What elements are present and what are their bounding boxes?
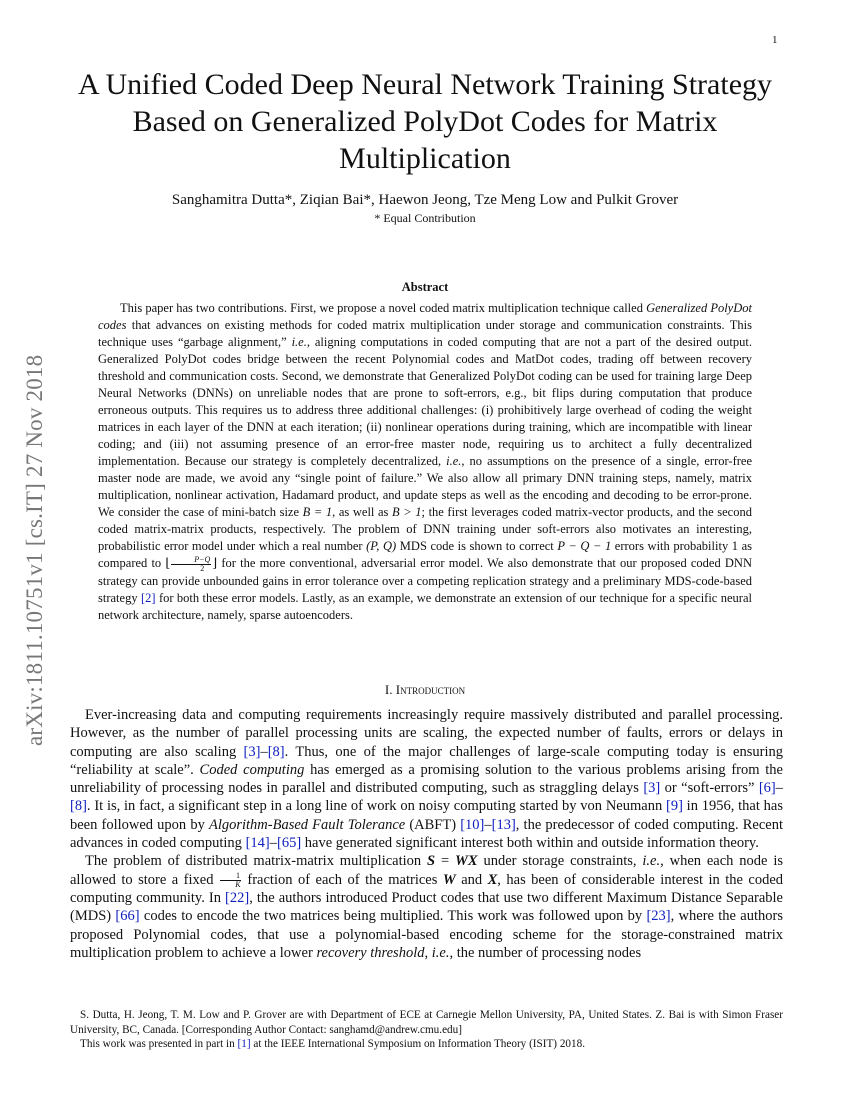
abstract-math: P − Q − 1 <box>557 539 612 553</box>
citation-link[interactable]: [6] <box>758 780 776 797</box>
citation-link[interactable]: [23] <box>646 908 671 925</box>
abstract-text: that advances on existing methods for coded matrix multiplication under storage and communication constraints. This technique uses “garbage alignment,” <box>98 318 752 349</box>
text: in 1956, that has been followed upon by <box>70 798 783 833</box>
text: under storage constraints, <box>477 853 643 870</box>
equal-contribution-note: * Equal Contribution <box>374 211 476 225</box>
abstract-text: for the more conventional, adversarial error model. We also demonstrate that our proposed coded DNN strategy can provide unbounded gains in error tolerance over a competing replication strategy and a preliminary MDS-code-based strategy <box>98 556 752 605</box>
citation-link[interactable]: [14] <box>245 835 270 852</box>
footnote-presentation <box>70 1037 783 1052</box>
fraction-denominator: 2 <box>200 563 205 573</box>
fraction <box>220 872 241 889</box>
text: – <box>484 816 492 833</box>
citation-link[interactable]: [9] <box>665 798 683 815</box>
citation-link[interactable]: [65] <box>276 835 302 852</box>
fraction-numerator: P−Q <box>171 556 211 565</box>
section-name: Introduction <box>395 682 466 697</box>
abstract-math: B = 1 <box>302 505 333 519</box>
citation-link[interactable]: [2] <box>140 590 156 605</box>
abstract-text: for both these error models. Lastly, as an example, we demonstrate an extension of our technique for a specific neural network architecture, namely, sparse autoencoders. <box>98 590 752 622</box>
paper-title: A Unified Coded Deep Neural Network Training Strategy Based on Generalized PolyDot Codes for Matrix Multiplication <box>77 68 773 175</box>
abstract-math: B > 1 <box>391 505 422 519</box>
floor-fraction <box>171 556 211 573</box>
text: , <box>424 944 432 961</box>
math-symbol: W <box>442 871 456 888</box>
emph: Coded computing <box>199 761 305 778</box>
fraction-numerator: 1 <box>220 872 241 881</box>
math-symbol: X <box>487 871 498 888</box>
citation-link[interactable]: [13] <box>491 816 516 833</box>
text: , where the authors proposed Polynomial codes, that use a polynomial-based encoding scheme for the storage-constrained matrix multiplication problem to achieve a lower <box>70 908 783 961</box>
floor-close: ⌋ <box>212 556 218 570</box>
text: have generated significant interest both within and outside information theory. <box>301 835 759 852</box>
body-text <box>70 706 783 962</box>
emph: i.e. <box>431 944 450 961</box>
abstract-text: ; the first leverages coded matrix-vector products, and the second coded matrix-matrix products, respectively. The problem of DNN training under soft-errors also motivates an interesting, probabilistic error model under which a real number <box>98 505 752 553</box>
citation-link[interactable]: [1] <box>237 1038 251 1050</box>
page-number: 1 <box>772 34 778 46</box>
footnotes <box>70 1008 783 1052</box>
emph: recovery threshold <box>316 944 425 961</box>
abstract-text: , as well as <box>332 505 392 519</box>
abstract-emph: i.e. <box>446 454 462 468</box>
abstract-emph: Generalized PolyDot codes <box>98 301 752 332</box>
text: , the predecessor of coded computing. Recent advances in coded computing <box>70 816 783 852</box>
citation-link[interactable]: [3] <box>643 780 661 797</box>
text: . It is, in fact, a significant step in a long line of work on noisy computing started by von Neumann <box>86 798 666 815</box>
emph: i.e. <box>642 853 661 870</box>
abstract-text: , no assumptions on the presence of a single, error-free master node are made, we avoid any “single point of failure.” We also allow all primary DNN training steps, namely, matrix multiplication, nonlinear activation, Hadamard product, and update steps as well as the encoding and decoding to be error-prone. We consider the case of mini-batch size <box>98 454 752 519</box>
abstract-emph: i.e. <box>291 335 307 349</box>
text: – <box>269 835 277 852</box>
text: (ABFT) <box>405 816 461 833</box>
citation-link[interactable]: [3] <box>243 743 261 760</box>
text: This work was presented in part in <box>80 1038 238 1050</box>
text: . Thus, one of the major challenges of large-scale computing today is ensuring “reliability at scale”. <box>70 743 783 778</box>
abstract-text: , aligning computations in coded computing that are not a part of the desired output. Generalized PolyDot codes bridge between the recent Polynomial codes and MatDot codes, trading off between recovery threshold and communication costs. Second, we demonstrate that Generalized PolyDot coding can be used for training large Deep Neural Networks (DNNs) on unreliable nodes that are prone to soft-errors, e.g., bit flips during computation that produce erroneous outputs. This requires us to address three additional challenges: (i) prohibitively large overhead of coding the weight matrices in each layer of the DNN at each iteration; (ii) nonlinear operations during training, which are incompatible with linear coding; and (iii) not assuming presence of an error-free master node, requiring us to architect a fully decentralized implementation. Because our strategy is completely decentralized, <box>98 335 752 468</box>
text: codes to encode the two matrices being multiplied. This work was followed upon by <box>139 908 647 925</box>
emph: Algorithm-Based Fault Tolerance <box>208 816 406 833</box>
abstract-math: (P, Q) <box>366 539 397 553</box>
citation-link[interactable]: [10] <box>460 816 485 833</box>
section-number: I. <box>384 682 396 697</box>
citation-link[interactable]: [8] <box>70 798 87 815</box>
abstract-body <box>98 300 752 624</box>
abstract-text: This paper has two contributions. First, we propose a novel coded matrix multiplication technique called <box>120 301 647 315</box>
abstract-text: MDS code is shown to correct <box>396 539 558 553</box>
section-heading <box>60 682 790 698</box>
math-operator: = <box>435 853 456 870</box>
abstract-text: errors with probability 1 as compared to <box>98 539 753 570</box>
citation-link[interactable]: [22] <box>225 889 250 906</box>
citation-link[interactable]: [66] <box>115 908 140 925</box>
text: , has been of considerable interest in the coded computing community. In <box>70 871 784 906</box>
text: and <box>455 871 488 888</box>
text: , when each node is allowed to store a fixed <box>70 853 784 888</box>
text: , the authors introduced Product codes that use two different Maximum Distance Separable (MDS) <box>70 889 783 925</box>
text: , the number of processing nodes <box>449 944 642 961</box>
text: at the IEEE International Symposium on Information Theory (ISIT) 2018. <box>250 1038 585 1050</box>
text: has emerged as a promising solution to the various problems arising from the unreliability of processing nodes in parallel and distributed computing, such as straggling delays <box>70 761 783 797</box>
citation-link[interactable]: [8] <box>267 743 285 760</box>
paragraph-1 <box>70 706 783 852</box>
text: The problem of distributed matrix-matrix multiplication <box>85 853 428 870</box>
fraction-denominator: K <box>235 879 241 889</box>
paragraph-2 <box>70 852 783 962</box>
arxiv-identifier: arXiv:1811.10751v1 [cs.IT] 27 Nov 2018 <box>22 354 47 746</box>
math-symbol: WX <box>455 853 478 870</box>
abstract-heading: Abstract <box>401 280 449 294</box>
text: – <box>260 743 268 760</box>
text: – <box>775 780 784 797</box>
author-list: Sanghamitra Dutta*, Ziqian Bai*, Haewon Jeong, Tze Meng Low and Pulkit Grover <box>171 192 679 208</box>
text: Ever-increasing data and computing requirements increasingly require massively distributed and parallel processing. However, as the number of parallel processing units are scaling, the expected number of faults, errors or delays in computing are also scaling <box>70 707 783 760</box>
footnote-affiliation: S. Dutta, H. Jeong, T. M. Low and P. Grover are with Department of ECE at Carnegie Mellon University, PA, United States. Z. Bai is with Simon Fraser University, BC, Canada. [Corresponding Author Contact: sanghamd@andrew.cmu.edu] <box>70 1009 783 1036</box>
text: fraction of each of the matrices <box>241 871 443 888</box>
math-symbol: S <box>427 853 436 870</box>
floor-open: ⌊ <box>165 556 171 570</box>
text: or “soft-errors” <box>660 780 759 797</box>
